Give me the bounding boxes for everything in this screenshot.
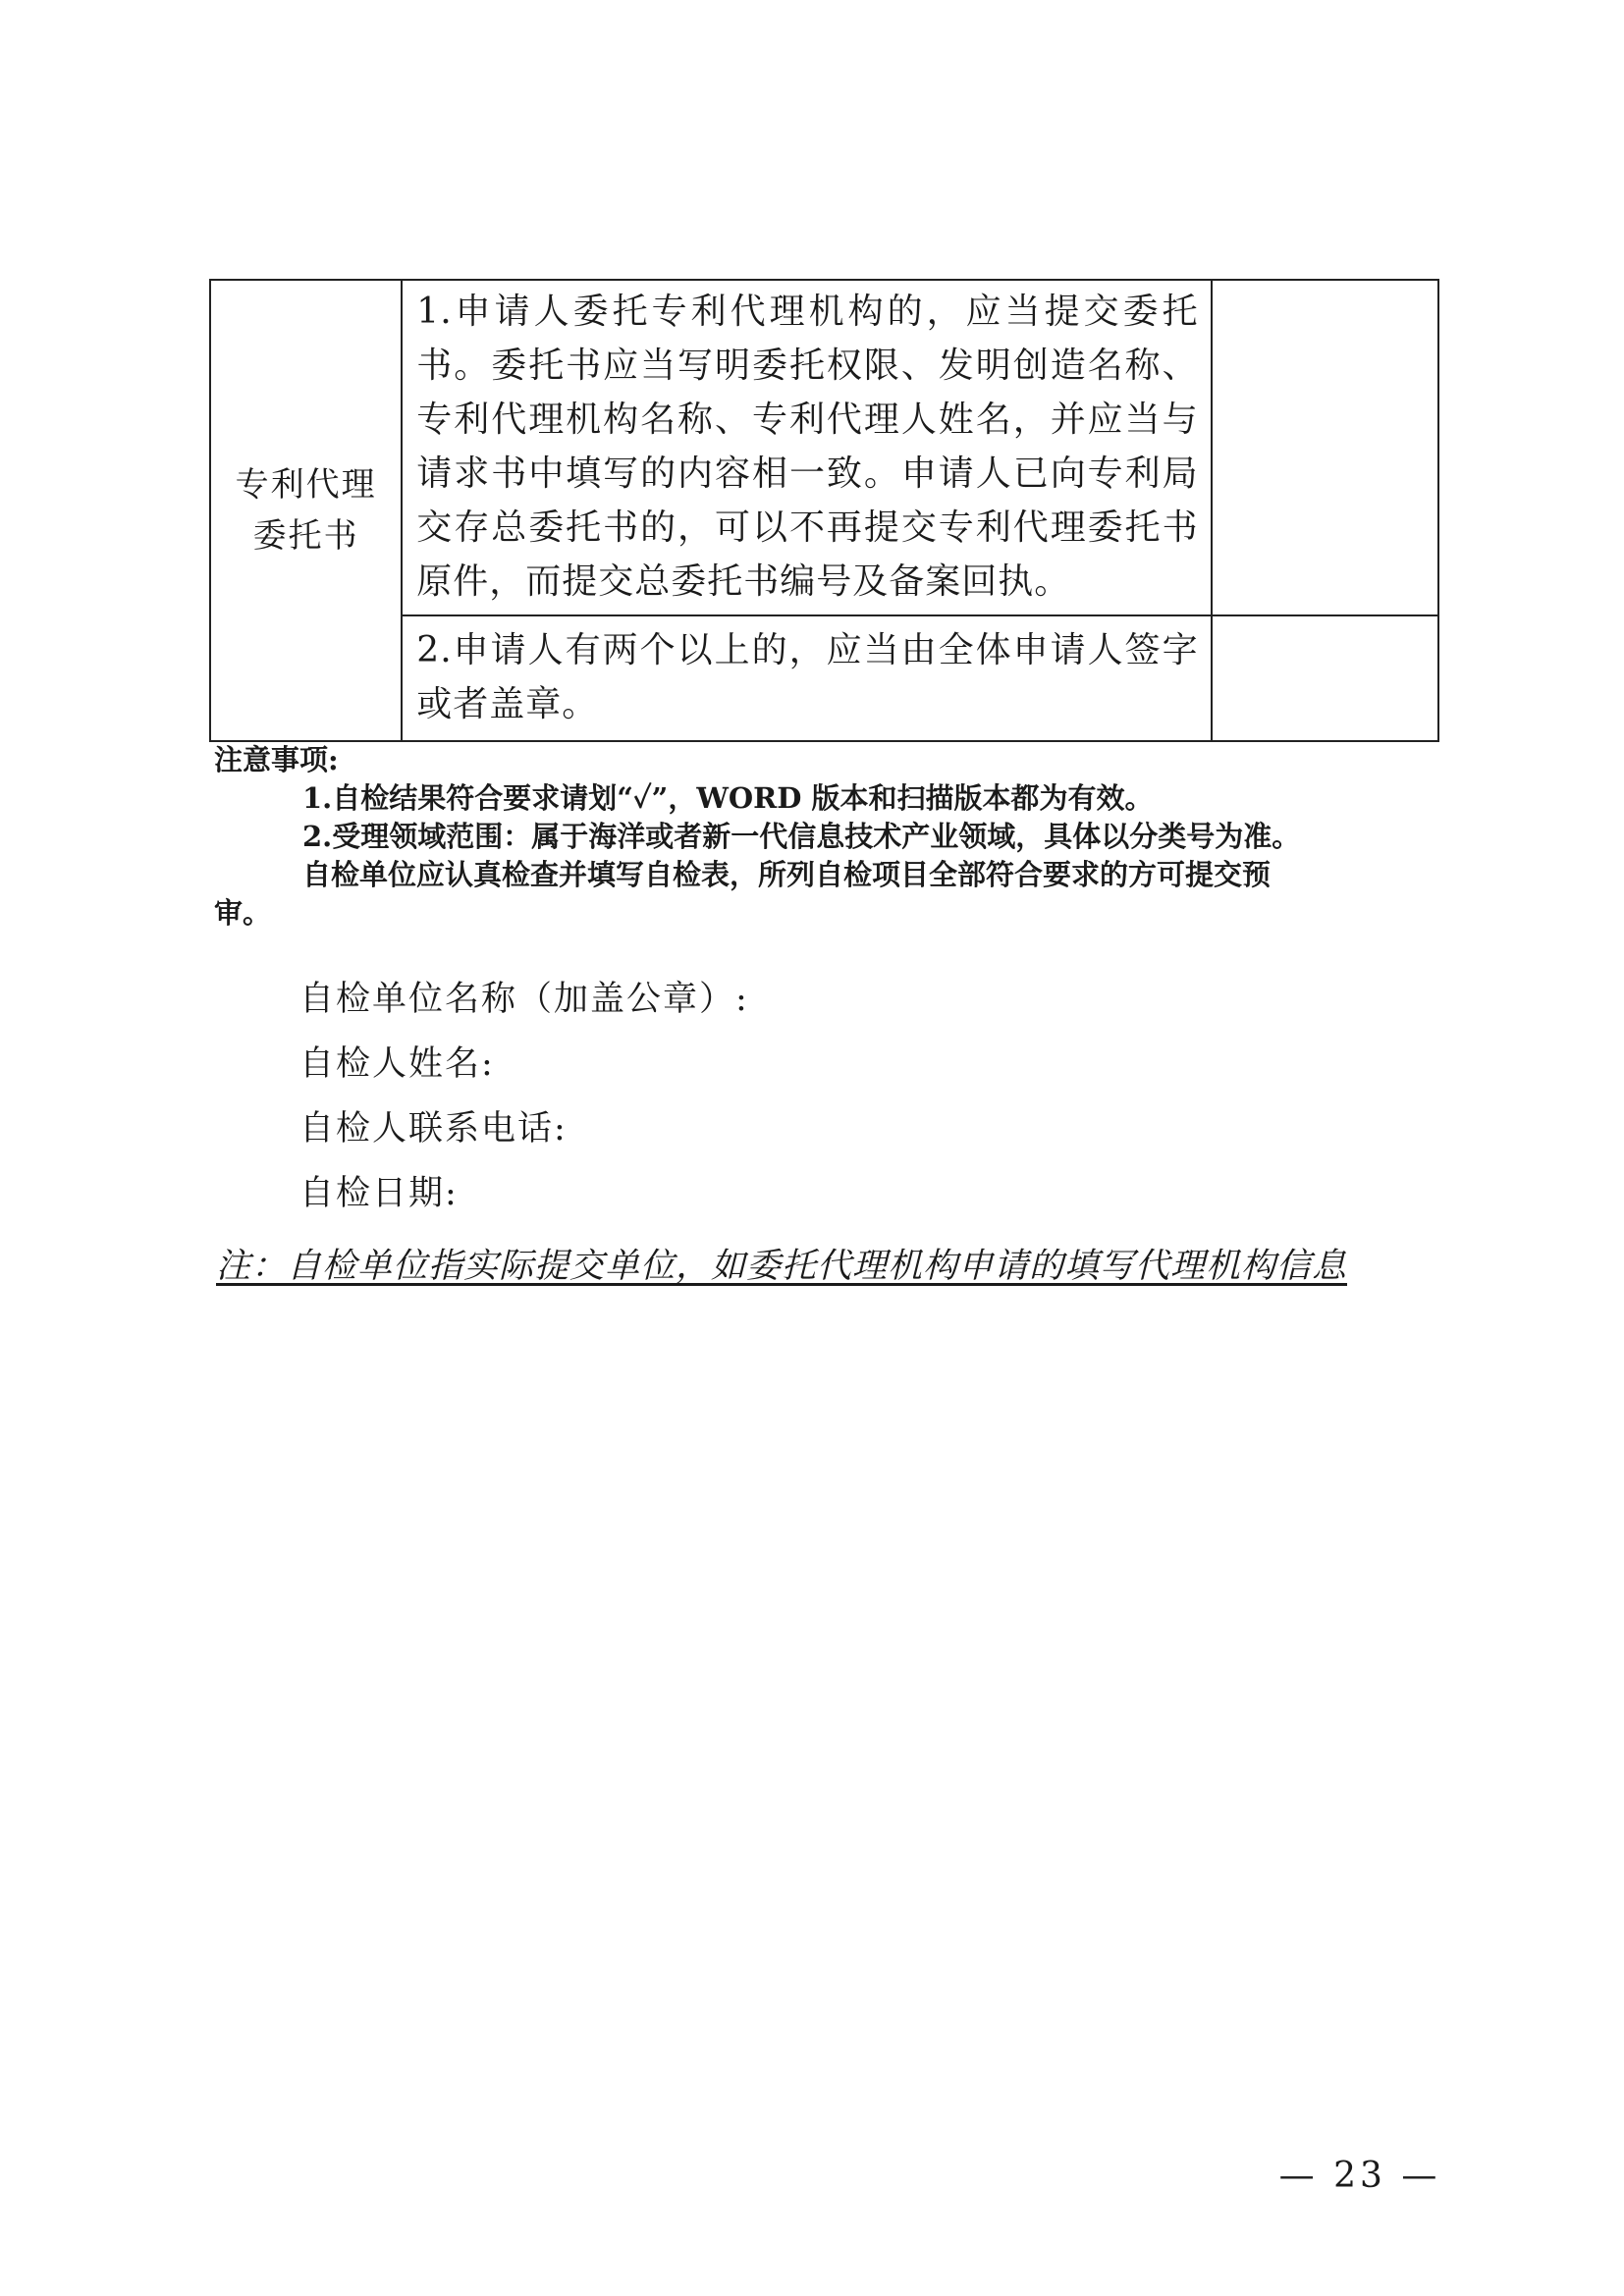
note-item-2: 2.受理领域范围：属于海洋或者新一代信息技术产业领域，具体以分类号为准。 bbox=[302, 820, 1301, 853]
notes-section bbox=[214, 741, 1443, 933]
check-item-label-line1: 专利代理 bbox=[235, 465, 377, 505]
table-row bbox=[210, 280, 1438, 615]
self-check-table bbox=[209, 279, 1439, 742]
self-check-result-cell-1[interactable] bbox=[1212, 280, 1438, 615]
requirement-cell-2: 2.申请人有两个以上的，应当由全体申请人签字或者盖章。 bbox=[402, 615, 1211, 741]
note-item-3-line1: 自检单位应认真检查并填写自检表，所列自检项目全部符合要求的方可提交预 bbox=[302, 858, 1272, 891]
check-item-label-line2: 委托书 bbox=[252, 516, 359, 556]
phone-field-label: 自检人联系电话: bbox=[299, 1109, 568, 1148]
requirement-cell-1: 1.申请人委托专利代理机构的，应当提交委托书。委托书应当写明委托权限、发明创造名称、专利代理机构名称、专利代理人姓名，并应当与请求书中填写的内容相一致。申请人已向专利局交存总委托书的，可以不再提交专利代理委托书原件，而提交总委托书编号及备案回执。 bbox=[402, 280, 1211, 615]
note-item-1: 1.自检结果符合要求请划“✓”，WORD 版本和扫描版本都为有效。 bbox=[302, 781, 1154, 815]
person-name-field-label: 自检人姓名: bbox=[299, 1044, 495, 1084]
unit-name-field-label: 自检单位名称（加盖公章）: bbox=[299, 980, 749, 1019]
self-check-form bbox=[299, 967, 749, 1226]
date-field-label: 自检日期: bbox=[299, 1174, 459, 1213]
self-check-result-cell-2[interactable] bbox=[1212, 615, 1438, 741]
notes-heading: 注意事项: bbox=[214, 743, 339, 776]
footnote: 注：自检单位指实际提交单位，如委托代理机构申请的填写代理机构信息 bbox=[216, 1247, 1348, 1286]
check-item-cell bbox=[210, 280, 402, 741]
page-number: — 23 — bbox=[1278, 2156, 1441, 2196]
note-item-3-line2: 审。 bbox=[214, 896, 272, 930]
